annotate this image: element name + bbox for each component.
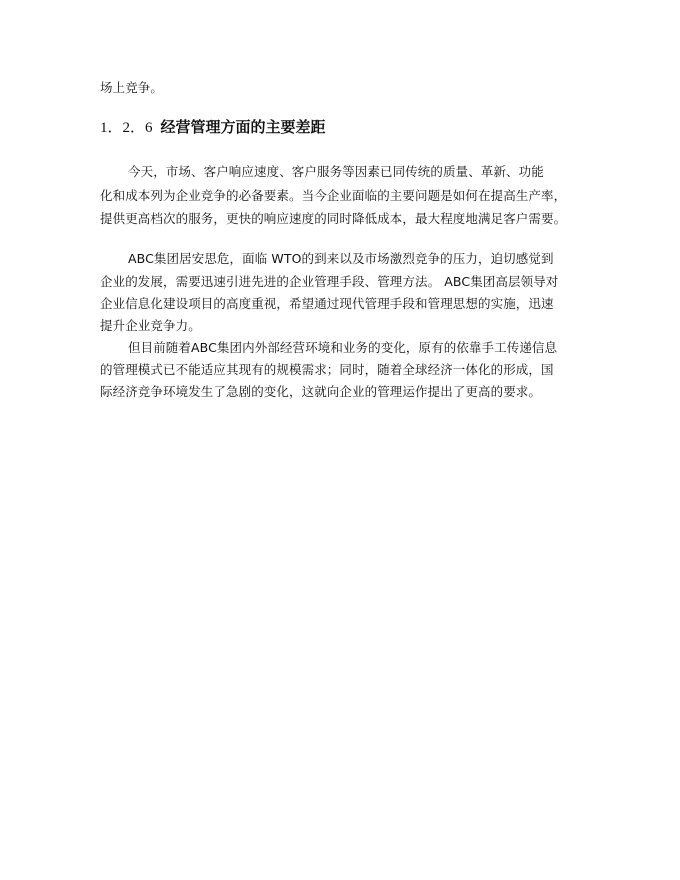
paragraph-line: 际经济竞争环境发生了急剧的变化，这就向企业的管理运作提出了更高的要求。 xyxy=(100,384,542,399)
paragraph-line: 化和成本列为企业竞争的必备要素。当今企业面临的主要问题是如何在提高生产率， xyxy=(100,188,567,203)
paragraph-line: 但目前随着ABC集团内外部经营环境和业务的变化，原有的依靠手工传递信息 xyxy=(128,340,558,355)
text-fragment: 场上竞争。 xyxy=(100,80,164,95)
paragraph-line: 今天，市场、客户响应速度、客户服务等因素已同传统的质量、革新、功能 xyxy=(128,164,544,179)
section-number: 1．2．6 xyxy=(100,120,153,136)
section-heading xyxy=(100,118,326,137)
paragraph-line: 企业信息化建设项目的高度重视，希望通过现代管理手段和管理思想的实施，迅速 xyxy=(100,296,554,311)
paragraph-line: 的管理模式已不能适应其现有的规模需求；同时，随着全球经济一体化的形成，国 xyxy=(100,362,554,377)
paragraph-line: 提供更高档次的服务，更快的响应速度的同时降低成本，最大程度地满足客户需要。 xyxy=(100,211,567,226)
paragraph-line: ABC集团居安思危，面临 WTO的到来以及市场激烈竞争的压力，迫切感觉到 xyxy=(128,251,554,266)
section-title: 经营管理方面的主要差距 xyxy=(160,118,326,136)
paragraph-line: 提升企业竞争力。 xyxy=(100,318,201,333)
paragraph-line: 企业的发展，需要迅速引进先进的企业管理手段、管理方法。 ABC集团高层领导对 xyxy=(100,274,559,289)
